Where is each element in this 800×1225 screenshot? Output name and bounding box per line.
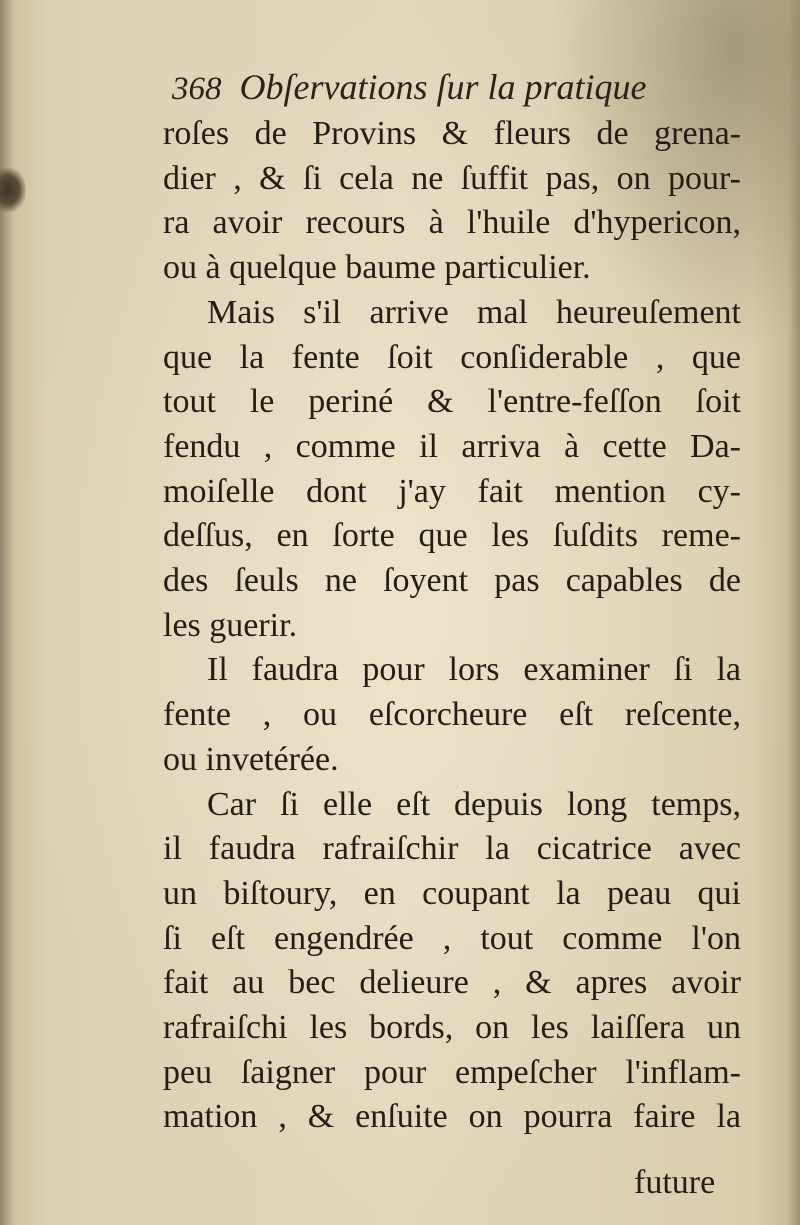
text-line: ou invetérée. <box>163 740 339 778</box>
text-line: fente , ou eſcorcheure eſt reſcente, <box>163 696 741 734</box>
text-line: tout le periné & l'entre-feſſon ſoit <box>163 383 741 421</box>
text-line: fait au bec delieure , & apres avoir <box>163 964 741 1002</box>
text-line: mation , & enſuite on pourra faire la <box>163 1098 741 1136</box>
text-line: dier , & ſi cela ne ſuffit pas, on pour- <box>163 159 741 197</box>
text-line: les guerir. <box>163 606 298 644</box>
text-line: ou à quelque baume particulier. <box>163 249 591 287</box>
text-line: Mais s'il arrive mal heureuſement <box>207 293 741 331</box>
running-head: Obſervations ſur la pratique <box>239 67 647 107</box>
text-line: peu ſaigner pour empeſcher l'inflam- <box>163 1053 741 1091</box>
text-line: Car ſi elle eſt depuis long temps, <box>207 785 741 823</box>
text-line: roſes de Provins & fleurs de grena- <box>163 115 741 152</box>
body-text <box>163 112 741 1140</box>
text-line: il faudra rafraiſchir la cicatrice avec <box>163 830 741 868</box>
text-line: deſſus, en ſorte que les ſuſdits reme- <box>163 517 741 555</box>
text-line: ra avoir recours à l'huile d'hypericon, <box>163 204 741 242</box>
text-line: ſi eſt engendrée , tout comme l'on <box>163 919 741 957</box>
catchword: future <box>634 1164 716 1201</box>
text-line: un biſtoury, en coupant la peau qui <box>163 874 741 912</box>
page-number: 368 <box>172 71 222 107</box>
text-line: fendu , comme il arriva à cette Da- <box>163 427 741 465</box>
text-line: moiſelle dont j'ay fait mention cy- <box>163 472 741 510</box>
page-edge-shadow <box>788 0 800 1225</box>
text-line: des ſeuls ne ſoyent pas capables de <box>163 562 741 600</box>
text-line: rafraiſchi les bords, on les laiſſera un <box>163 1009 741 1047</box>
ink-stain <box>0 168 26 212</box>
page-header <box>172 66 647 108</box>
text-line: que la fente ſoit conſiderable , que <box>163 338 741 376</box>
text-line: Il faudra pour lors examiner ſi la <box>207 651 741 689</box>
